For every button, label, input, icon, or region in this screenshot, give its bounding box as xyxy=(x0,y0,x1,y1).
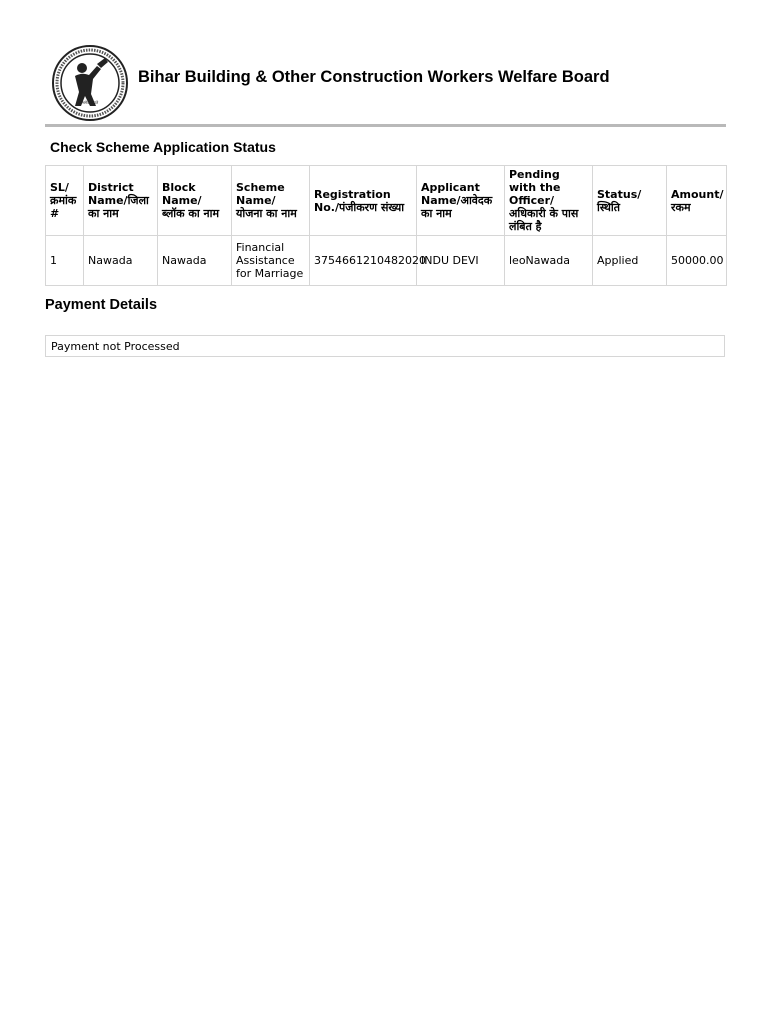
svg-text:श्रमेव जयते: श्रमेव जयते xyxy=(81,100,99,105)
table-row xyxy=(46,236,727,286)
column-header-scheme: Scheme Name/ योजना का नाम xyxy=(232,166,310,236)
column-header-district: District Name/जिला का नाम xyxy=(84,166,158,236)
column-header-block: Block Name/ ब्लॉक का नाम xyxy=(158,166,232,236)
column-header-sl: SL/ क्रमांक # xyxy=(46,166,84,236)
cell-registration-no: 3754661210482020 xyxy=(310,236,417,286)
board-logo-icon xyxy=(51,44,129,122)
application-status-table xyxy=(45,165,727,286)
column-header-pending-with: Pending with the Officer/ अधिकारी के पास लंबित है xyxy=(505,166,593,236)
cell-pending-with: leoNawada xyxy=(505,236,593,286)
header-divider xyxy=(45,124,726,127)
table-header-row xyxy=(46,166,727,236)
cell-amount: 50000.00 xyxy=(667,236,727,286)
payment-section-title: Payment Details xyxy=(45,297,158,313)
status-section-title: Check Scheme Application Status xyxy=(50,139,276,155)
payment-status-message: Payment not Processed xyxy=(45,335,725,357)
cell-scheme: Financial Assistance for Marriage xyxy=(232,236,310,286)
column-header-status: Status/ स्थिति xyxy=(593,166,667,236)
column-header-applicant: Applicant Name/आवेदक का नाम xyxy=(417,166,505,236)
cell-sl: 1 xyxy=(46,236,84,286)
page-header xyxy=(45,44,726,124)
cell-block: Nawada xyxy=(158,236,232,286)
column-header-amount: Amount/ रकम xyxy=(667,166,727,236)
cell-district: Nawada xyxy=(84,236,158,286)
cell-status: Applied xyxy=(593,236,667,286)
column-header-registration: Registration No./पंजीकरण संख्या xyxy=(310,166,417,236)
cell-applicant: INDU DEVI xyxy=(417,236,505,286)
board-title: Bihar Building & Other Construction Workers Welfare Board xyxy=(138,68,610,86)
